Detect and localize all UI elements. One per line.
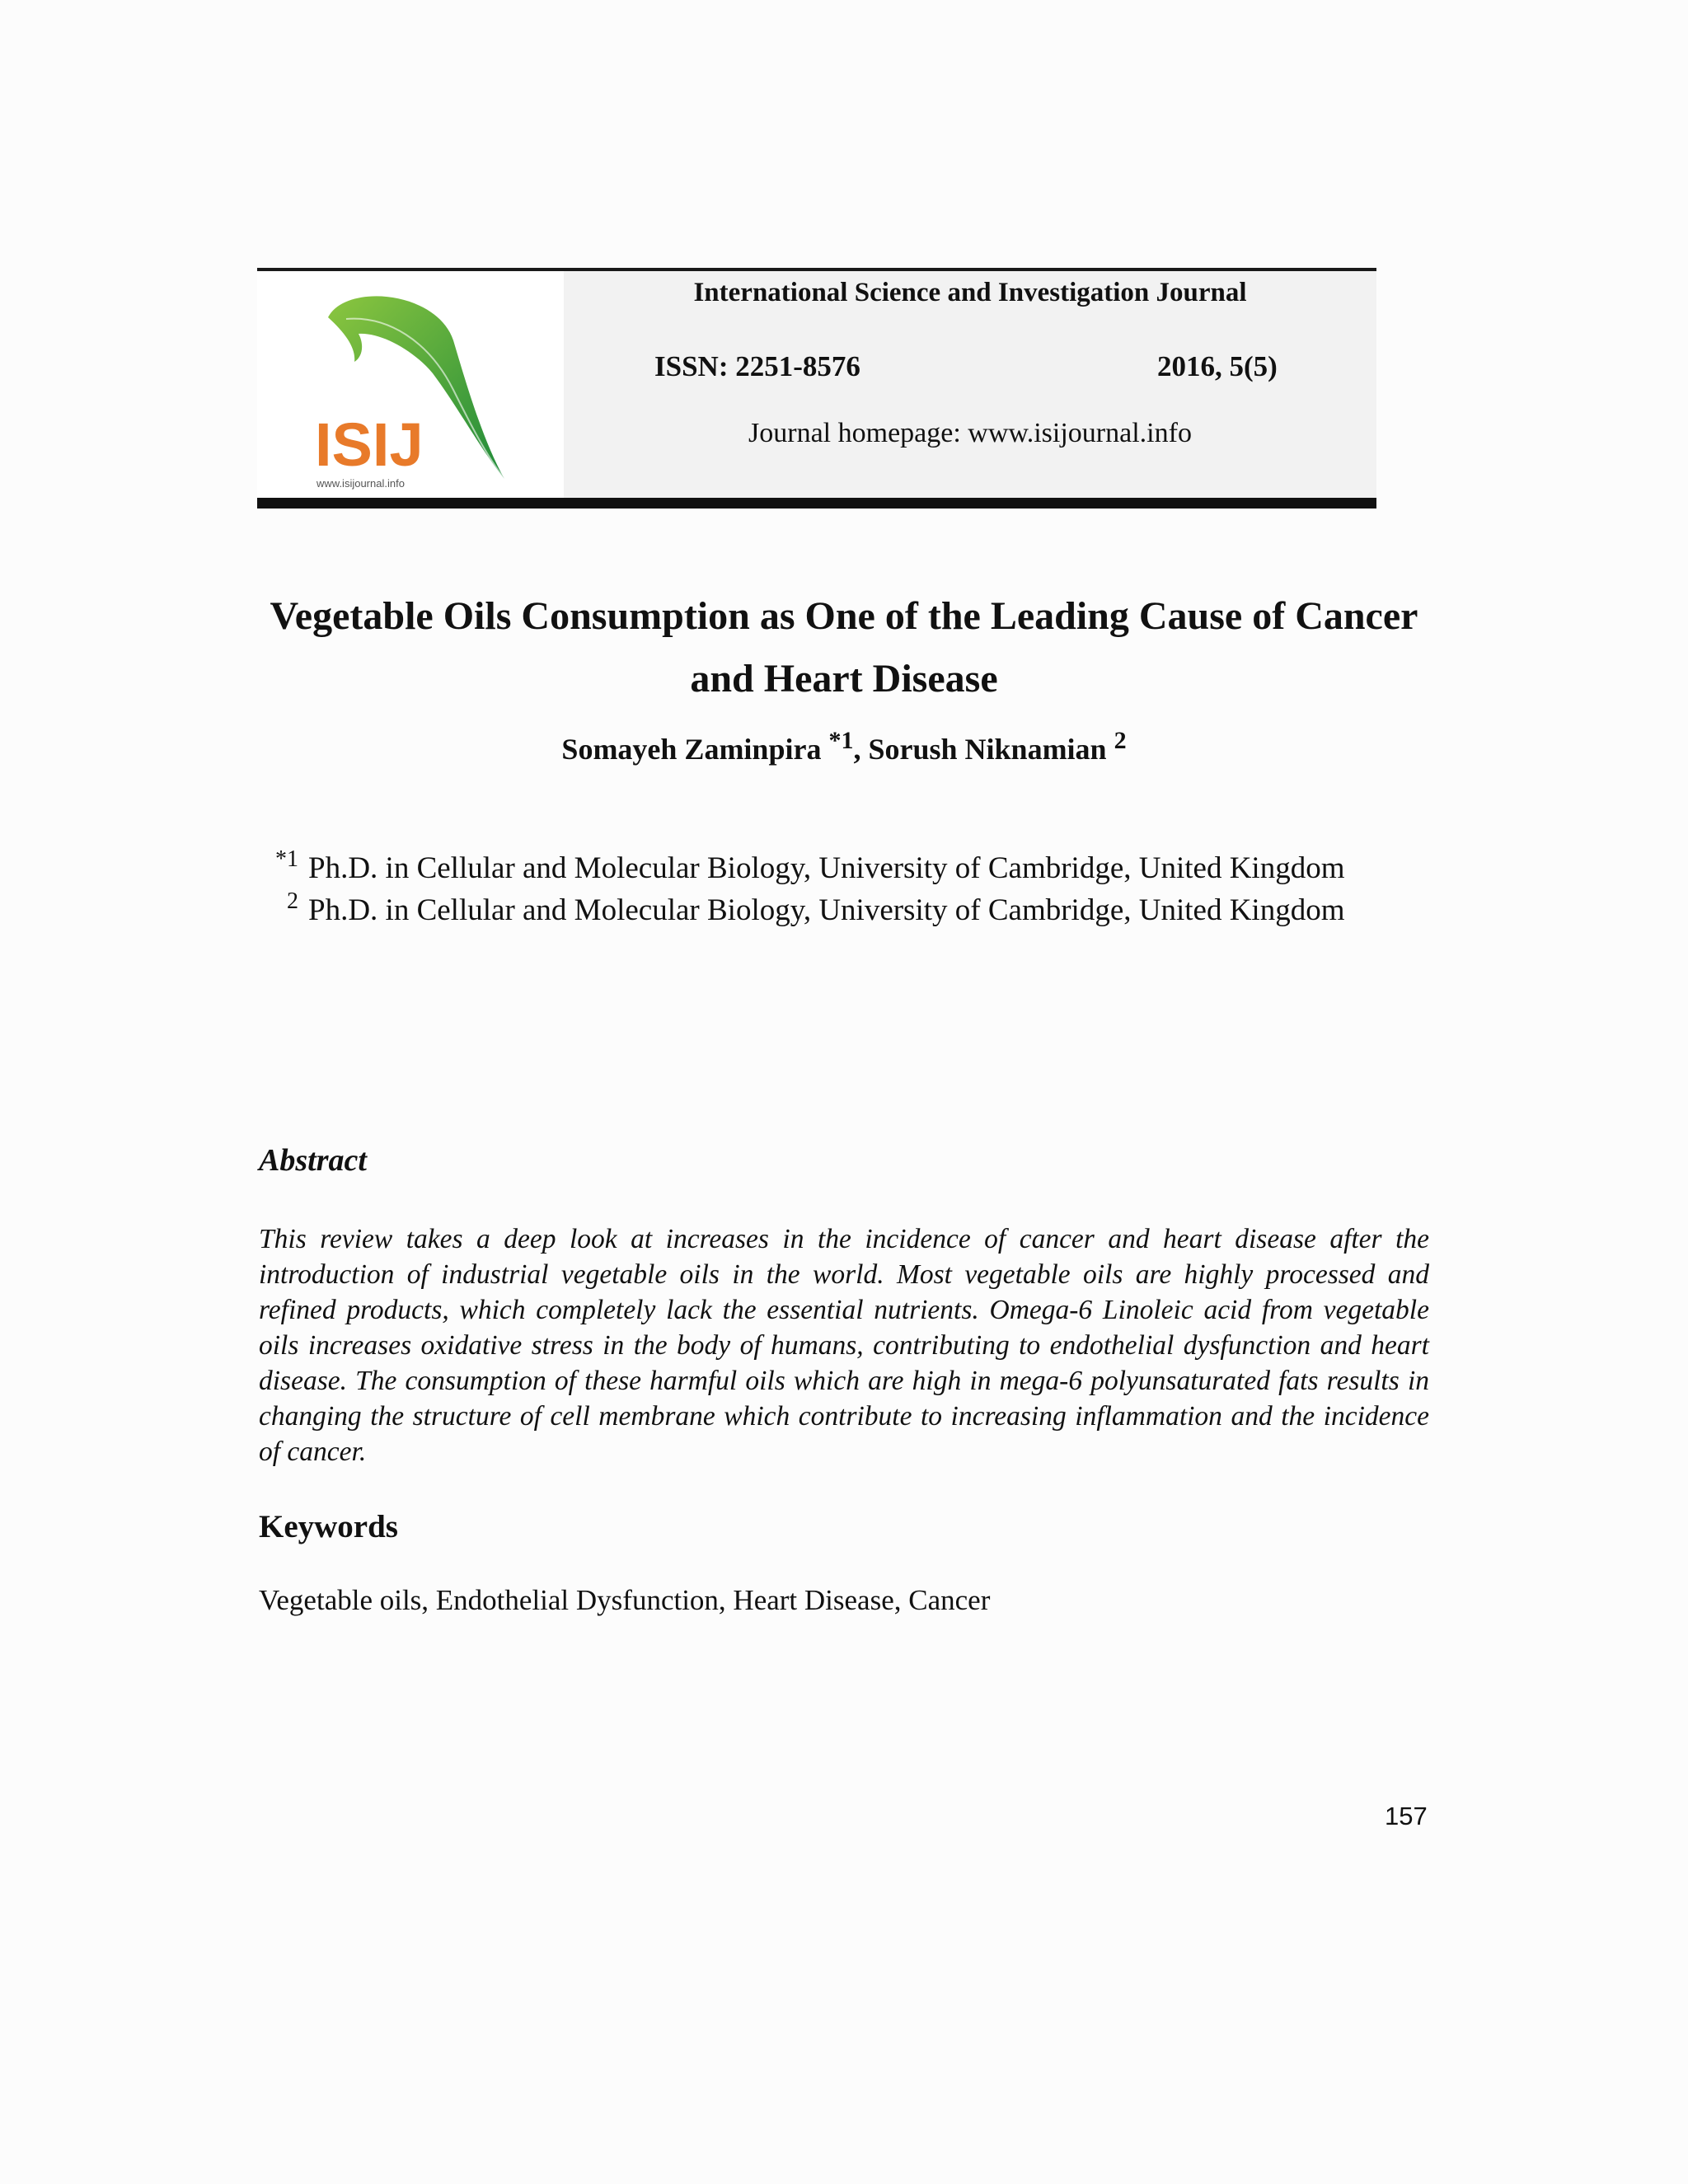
author-affiliation-mark: 2 bbox=[1114, 727, 1127, 754]
affiliation-mark: *1 bbox=[275, 846, 298, 872]
article-title: Vegetable Oils Consumption as One of the Leading Cause of Cancer and Heart Disease bbox=[270, 594, 1418, 701]
keywords-heading: Keywords bbox=[259, 1509, 398, 1544]
affiliation-list bbox=[260, 846, 1345, 933]
author-separator: , bbox=[853, 733, 869, 766]
journal-issn: ISSN: 2251-8576 bbox=[654, 350, 860, 382]
journal-logo-area bbox=[257, 271, 564, 498]
logo-text: ISIJ bbox=[315, 410, 424, 479]
journal-volume: 2016, 5(5) bbox=[1157, 350, 1278, 382]
logo-url-text: www.isijournal.info bbox=[316, 477, 405, 490]
affiliation-item bbox=[260, 888, 1345, 933]
affiliation-text: Ph.D. in Cellular and Molecular Biology, University of Cambridge, United Kingdom bbox=[308, 851, 1345, 885]
abstract-heading: Abstract bbox=[259, 1143, 367, 1178]
isij-logo-icon bbox=[313, 283, 511, 494]
page-number: 157 bbox=[1385, 1802, 1428, 1830]
author-name: Somayeh Zaminpira bbox=[561, 733, 822, 766]
affiliation-item bbox=[260, 846, 1345, 891]
journal-homepage: Journal homepage: www.isijournal.info bbox=[748, 418, 1192, 448]
abstract-text: This review takes a deep look at increases in the incidence of cancer and heart disease after the introduction of industrial vegetable oils in the world. Most vegetable oils are highly processed and refined products, which completely lack the essential nutrients. Omega-6 Linoleic acid from vegetable oils increases oxidative stress in the body of humans, contributing to endothelial dysfunction and heart disease. The consumption of these harmful oils which are high in mega-6 polyunsaturated fats results in changing the structure of cell membrane which contribute to increasing inflammation and the incidence of cancer. bbox=[259, 1224, 1429, 1467]
keywords-text: Vegetable oils, Endothelial Dysfunction, Heart Disease, Cancer bbox=[259, 1584, 991, 1616]
affiliation-mark: 2 bbox=[287, 888, 298, 914]
article-authors bbox=[247, 727, 1441, 766]
journal-info-area bbox=[564, 271, 1376, 498]
affiliation-text: Ph.D. in Cellular and Molecular Biology, University of Cambridge, United Kingdom bbox=[308, 893, 1345, 927]
author-name: Sorush Niknamian bbox=[868, 733, 1107, 766]
journal-header bbox=[257, 268, 1376, 509]
journal-name: International Science and Investigation Journal bbox=[693, 278, 1247, 307]
author-affiliation-mark: *1 bbox=[828, 727, 854, 754]
